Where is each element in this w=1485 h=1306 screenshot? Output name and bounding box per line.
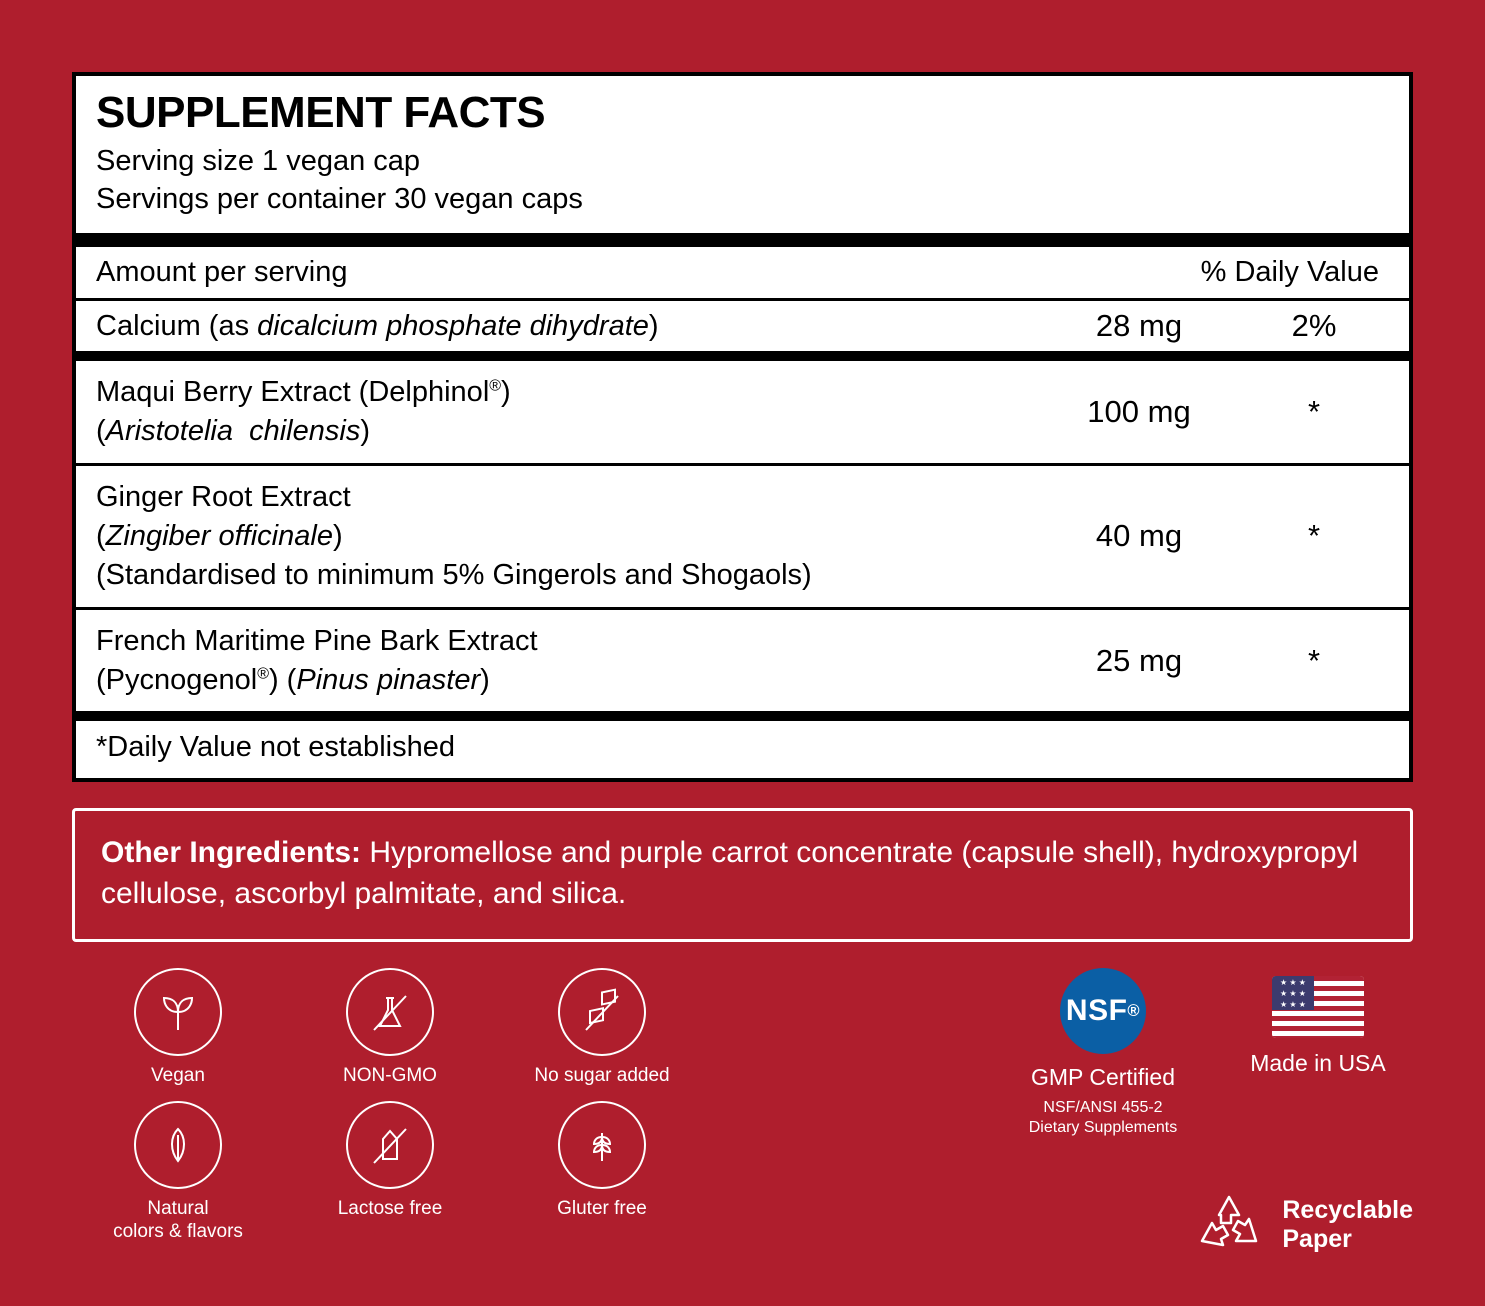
badge-lactose-free [284, 1101, 496, 1243]
divider-medium [76, 351, 1409, 361]
ingredient-name: Calcium (as dicalcium phosphate dihydrate) [96, 309, 659, 342]
badge-label: Lactose free [337, 1198, 443, 1220]
badge-natural-colors [72, 1101, 284, 1243]
daily-value-footnote: *Daily Value not established [96, 731, 455, 764]
ingredient-dv: * [1307, 394, 1321, 430]
leaf-natural-icon [134, 1101, 222, 1189]
ingredient-amount: 25 mg [1095, 642, 1183, 678]
daily-value-label: % Daily Value [1200, 255, 1379, 288]
badge-recyclable-paper [1190, 1189, 1413, 1260]
badge-row [72, 968, 1413, 1268]
ingredient-dv: * [1307, 518, 1321, 554]
badge-label: Natural colors & flavors [113, 1198, 243, 1243]
table-row [76, 301, 1409, 352]
ingredient-name: French Maritime Pine Bark Extract (Pycnogenol®) (Pinus pinaster) [96, 624, 538, 696]
ingredient-name: Maqui Berry Extract (Delphinol®) (Aristotelia chilensis) [96, 376, 511, 448]
supplement-facts-panel [72, 72, 1413, 782]
ingredient-amount: 28 mg [1095, 308, 1183, 343]
no-milk-carton-icon [346, 1101, 434, 1189]
badge-label: Made in USA [1250, 1050, 1386, 1077]
amount-per-serving-header [76, 247, 1409, 298]
serving-size: Serving size 1 vegan cap [96, 145, 421, 178]
ingredient-dv: * [1307, 642, 1321, 678]
recycle-label [1282, 1196, 1413, 1254]
table-row [76, 361, 1409, 463]
ingredient-name: Ginger Root Extract (Zingiber officinale) (Standardised to minimum 5% Gingerols and Shogaols) [96, 481, 812, 591]
nsf-sub-line-2: Dietary Supplements [1028, 1118, 1178, 1136]
no-wheat-icon [558, 1101, 646, 1189]
page-title: SUPPLEMENT FACTS [96, 88, 546, 137]
ingredient-amount: 100 mg [1087, 394, 1191, 430]
no-flask-icon [346, 968, 434, 1056]
nsf-label: GMP Certified [1030, 1064, 1175, 1091]
recycle-line-1: Recyclable [1282, 1195, 1413, 1224]
nsf-sub-line-1: NSF/ANSI 455-2 [1043, 1098, 1163, 1116]
badge-label: Gluter free [557, 1198, 647, 1220]
usa-flag-icon [1272, 976, 1364, 1038]
amount-per-serving-label: Amount per serving [96, 255, 348, 288]
no-sugar-cubes-icon [558, 968, 646, 1056]
nsf-logo-icon [1060, 968, 1146, 1054]
badge-gluten-free [496, 1101, 708, 1243]
other-ingredients-label: Other Ingredients: [101, 836, 362, 870]
divider-medium [76, 711, 1409, 721]
badge-nsf-gmp [1003, 968, 1203, 1138]
table-row [76, 466, 1409, 607]
badge-made-in-usa [1223, 968, 1413, 1077]
badge-label: Vegan [151, 1065, 205, 1087]
badge-no-sugar [496, 968, 708, 1087]
badge-vegan [72, 968, 284, 1087]
facts-header [76, 76, 1409, 233]
other-ingredients-text: Hypromellose and purple carrot concentrate (capsule shell), hydroxypropyl cellulose, ascorbyl palmitate, and silica. [101, 836, 1359, 911]
certification-badges-right [993, 968, 1413, 1268]
nsf-registered-mark: ® [1127, 1001, 1141, 1020]
ingredient-dv: 2% [1291, 308, 1337, 343]
badge-label: NON-GMO [343, 1065, 437, 1087]
servings-per-container: Servings per container 30 vegan caps [96, 183, 583, 216]
ingredient-amount: 40 mg [1095, 518, 1183, 554]
other-ingredients-box [72, 808, 1413, 942]
certification-badges-left [72, 968, 772, 1258]
badge-non-gmo [284, 968, 496, 1087]
recycle-icon [1190, 1189, 1268, 1260]
recycle-line-2: Paper [1282, 1224, 1352, 1253]
leaf-circle-icon [134, 968, 222, 1056]
badge-label: No sugar added [534, 1065, 670, 1087]
nsf-mark: NSF [1065, 994, 1128, 1028]
divider-thick [76, 233, 1409, 247]
table-row [76, 610, 1409, 712]
